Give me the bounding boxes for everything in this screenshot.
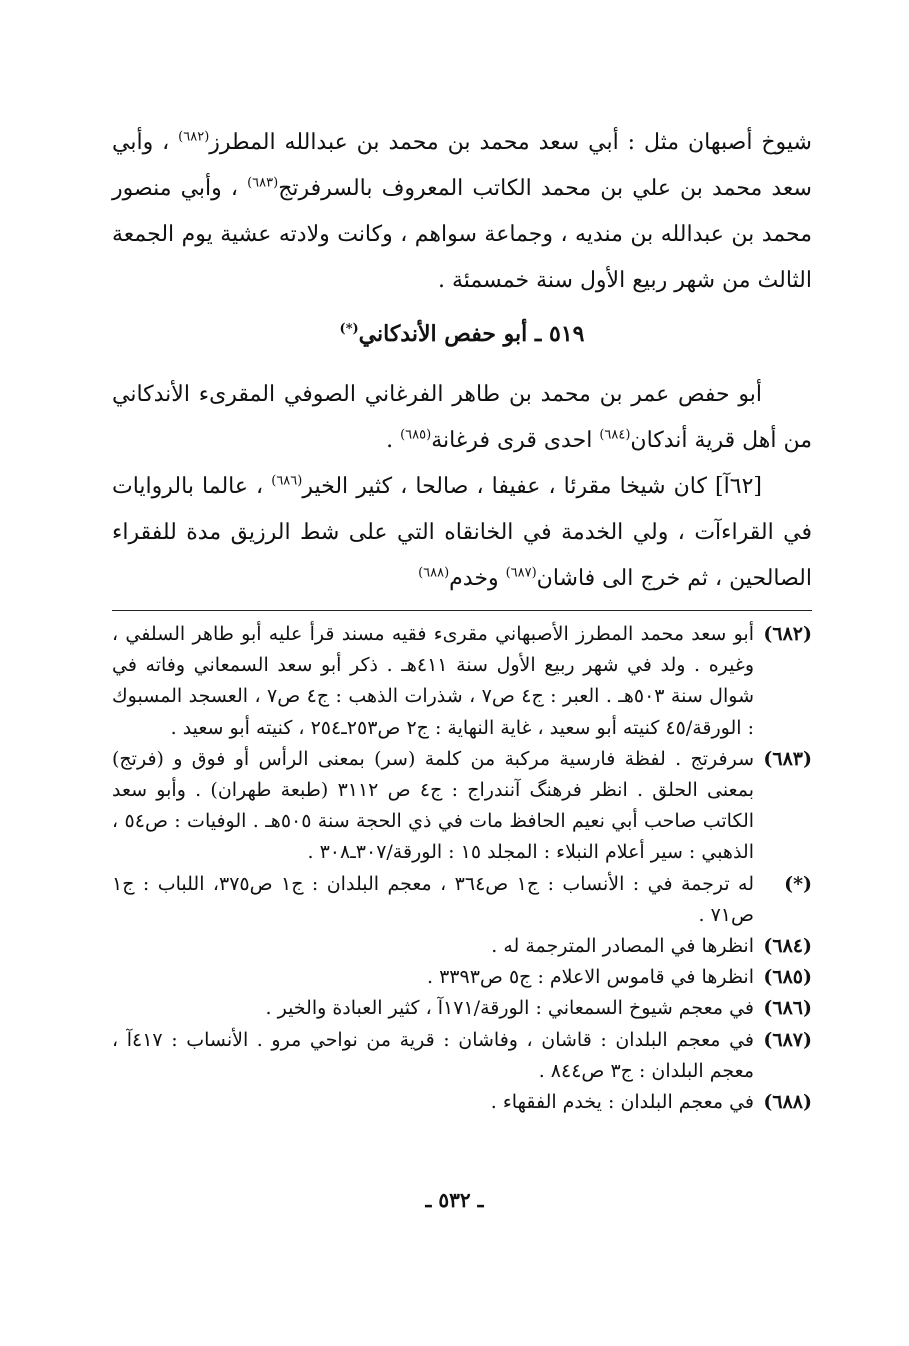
footnote-text: أبو سعد محمد المطرز الأصبهاني مقرىء فقيه مسند قرأ عليه أبو طاهر السلفي ، وغيره . ولد في شهر ربيع الأول سنة ٤١١هـ . ذكر أبو سعد السمعاني وفاته في شوال سنة ٥٠٣هـ . العبر : ج٤ ص٧ ، شذرات الذهب : ج٤ ص٧ ، العسجد المسبوك : الورقة/٤٥ كنيته أبو سعيد ، غاية النهاية : ج٢ ص٢٥٣ـ٢٥٤ ، كنيته أبو سعيد . — [112, 623, 754, 739]
page-number: ـ ٥٣٢ ـ — [425, 1188, 484, 1212]
entry-heading: ٥١٩ ـ أبو حفص الأندكاني(*) — [339, 321, 585, 347]
footnote-text: سرفرتج . لفظة فارسية مركبة من كلمة (سر) بمعنى الرأس أو فوق و (فرتج) بمعنى الحلق . انظر فرهنگ آنندراج : ج٤ ص ٣١١٢ (طبعة طهران) . وأبو سعد الكاتب صاحب أبي نعيم الحافظ مات في ذي الحجة سنة ٥٠٥هـ . الوفيات : ص٥٤ ، الذهبي : سير أعلام النبلاء : المجلد ١٥ : الورقة/٣٠٧ـ٣٠٨ . — [112, 747, 755, 864]
footnote-ref: (٦٨٦) — [271, 473, 303, 489]
intro-paragraph: شيوخ أصبهان مثل : أبي سعد محمد بن محمد بن عبدالله المطرز$^{(٦٨٢)}$ ، وأبي سعد محمد بن علي بن محمد الكاتب المعروف بالسرفرتج$^{(٦٨٣)}$ ، وأبي منصور محمد بن عبدالله بن منديه ، وجماعة سواهم ، وكانت ولادته عشية يوم الجمعة الثالث من شهر ربيع الأول سنة خمسمئة . — [112, 129, 812, 293]
main-text — [112, 120, 812, 602]
footnote — [112, 962, 812, 993]
footnote-ref: (*) — [339, 321, 359, 337]
footnote — [112, 619, 812, 744]
footnote-number: (٦٨٢) — [763, 623, 812, 645]
footnote-text: انظرها في قاموس الاعلام : ج٥ ص٣٣٩٣ . — [427, 966, 754, 989]
footnote — [112, 1087, 812, 1118]
footnote-ref: (٦٨٨) — [418, 565, 450, 581]
footnote-ref: (٦٨٥) — [400, 427, 432, 443]
footnote-number: (٦٨٨) — [763, 1091, 812, 1114]
footnote-text: انظرها في المصادر المترجمة له . — [491, 935, 754, 958]
footnote-ref: (٦٨٧) — [505, 565, 537, 581]
footnote — [112, 931, 812, 962]
footnote-number: (٦٨٤) — [763, 935, 812, 958]
footnote-number: (٦٨٦) — [763, 997, 812, 1020]
footnote — [112, 993, 812, 1024]
footnote-ref: (٦٨٢) — [178, 129, 210, 145]
paragraph-1: أبو حفص عمر بن محمد بن طاهر الفرغاني الصوفي المقرىء الأندكاني من أهل قرية أندكان$^{(٦٨٤)}$ احدى قرى فرغانة$^{(٦٨٥)}$ . — [112, 382, 812, 453]
footnote-ref: (٦٨٤) — [599, 427, 631, 443]
footnotes — [112, 619, 812, 1118]
footnote-text: في معجم البلدان : قاشان ، وفاشان : قرية من نواحي مرو . الأنساب : ٤١٧آ ، معجم البلدان : ج٣ ص٨٤٤ . — [112, 1028, 754, 1082]
footnote-ref: (٦٨٣) — [247, 175, 279, 191]
footnote-number: (٦٨٥) — [763, 966, 812, 989]
page-content — [112, 120, 812, 1118]
footnote-text: في معجم البلدان : يخدم الفقهاء . — [490, 1091, 754, 1114]
paragraph-2: [٦٢آ] كان شيخا مقرئا ، عفيفا ، صالحا ، كثير الخير$^{(٦٨٦)}$ ، عالما بالروايات في القراءآت ، ولي الخدمة في الخانقاه التي على شط الرزيق مدة للفقراء الصالحين ، ثم خرج الى فاشان$^{(٦٨٧)}$ وخدم$^{(٦٨٨)}$ — [112, 473, 812, 591]
footnote-number: (٦٨٧) — [763, 1028, 812, 1051]
footnote-text: في معجم شيوخ السمعاني : الورقة/١٧١آ ، كثير العبادة والخير . — [265, 997, 754, 1020]
footnote-number: (٦٨٣) — [763, 747, 812, 770]
footnote-number: (*) — [784, 872, 812, 895]
footnote-divider — [112, 610, 812, 611]
footnote-text: له ترجمة في : الأنساب : ج١ ص٣٦٤ ، معجم البلدان : ج١ ص٣٧٥، اللباب : ج١ ص٧١ . — [112, 872, 755, 926]
footnote — [112, 1025, 812, 1087]
footnote — [112, 744, 812, 869]
footnote — [112, 869, 812, 931]
